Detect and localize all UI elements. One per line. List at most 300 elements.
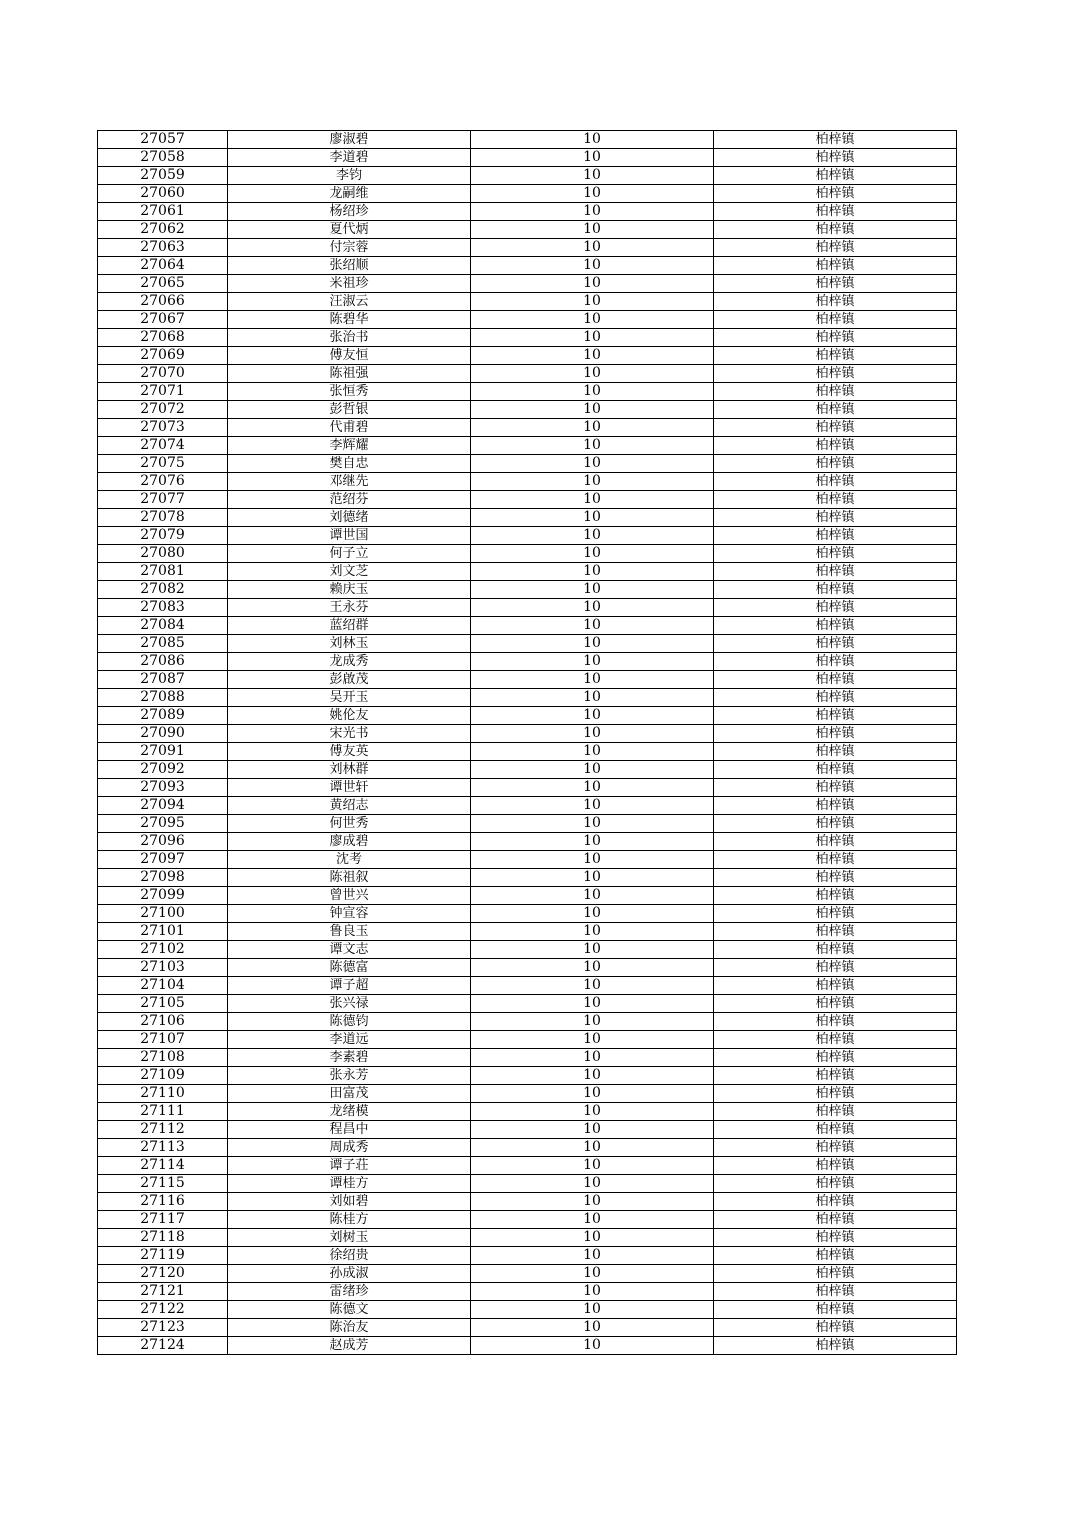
table-row [98, 1031, 957, 1049]
amount-cell: 10 [471, 275, 714, 293]
amount-cell: 10 [471, 383, 714, 401]
name-cell: 代甫碧 [228, 419, 471, 437]
town-cell: 柏梓镇 [714, 959, 957, 977]
amount-cell: 10 [471, 509, 714, 527]
amount-cell: 10 [471, 725, 714, 743]
town-cell: 柏梓镇 [714, 149, 957, 167]
town-cell: 柏梓镇 [714, 491, 957, 509]
row-number-cell: 27114 [98, 1157, 228, 1175]
amount-cell: 10 [471, 203, 714, 221]
name-cell: 谭子荘 [228, 1157, 471, 1175]
row-number-cell: 27112 [98, 1121, 228, 1139]
name-cell: 刘德绪 [228, 509, 471, 527]
amount-cell: 10 [471, 473, 714, 491]
row-number-cell: 27079 [98, 527, 228, 545]
town-cell: 柏梓镇 [714, 185, 957, 203]
row-number-cell: 27057 [98, 131, 228, 149]
amount-cell: 10 [471, 419, 714, 437]
table-row [98, 293, 957, 311]
name-cell: 雷绪珍 [228, 1283, 471, 1301]
row-number-cell: 27087 [98, 671, 228, 689]
town-cell: 柏梓镇 [714, 743, 957, 761]
table-row [98, 545, 957, 563]
row-number-cell: 27108 [98, 1049, 228, 1067]
table-row [98, 1013, 957, 1031]
name-cell: 刘林玉 [228, 635, 471, 653]
town-cell: 柏梓镇 [714, 815, 957, 833]
name-cell: 黄绍志 [228, 797, 471, 815]
table-row [98, 311, 957, 329]
town-cell: 柏梓镇 [714, 131, 957, 149]
amount-cell: 10 [471, 167, 714, 185]
table-row [98, 203, 957, 221]
amount-cell: 10 [471, 365, 714, 383]
table-row [98, 779, 957, 797]
amount-cell: 10 [471, 1049, 714, 1067]
amount-cell: 10 [471, 1175, 714, 1193]
row-number-cell: 27095 [98, 815, 228, 833]
town-cell: 柏梓镇 [714, 905, 957, 923]
amount-cell: 10 [471, 1337, 714, 1355]
row-number-cell: 27098 [98, 869, 228, 887]
table-row [98, 635, 957, 653]
table-row [98, 275, 957, 293]
table-row [98, 995, 957, 1013]
amount-cell: 10 [471, 293, 714, 311]
name-cell: 张永芳 [228, 1067, 471, 1085]
table-row [98, 851, 957, 869]
table-row [98, 221, 957, 239]
row-number-cell: 27075 [98, 455, 228, 473]
row-number-cell: 27101 [98, 923, 228, 941]
amount-cell: 10 [471, 1013, 714, 1031]
table-row [98, 491, 957, 509]
amount-cell: 10 [471, 329, 714, 347]
table-row [98, 941, 957, 959]
row-number-cell: 27121 [98, 1283, 228, 1301]
row-number-cell: 27102 [98, 941, 228, 959]
name-cell: 范绍芬 [228, 491, 471, 509]
amount-cell: 10 [471, 869, 714, 887]
town-cell: 柏梓镇 [714, 1265, 957, 1283]
row-number-cell: 27124 [98, 1337, 228, 1355]
table-row [98, 563, 957, 581]
table-row [98, 905, 957, 923]
table-row [98, 1283, 957, 1301]
town-cell: 柏梓镇 [714, 275, 957, 293]
amount-cell: 10 [471, 959, 714, 977]
row-number-cell: 27097 [98, 851, 228, 869]
table-row [98, 1085, 957, 1103]
town-cell: 柏梓镇 [714, 923, 957, 941]
row-number-cell: 27106 [98, 1013, 228, 1031]
name-cell: 徐绍贵 [228, 1247, 471, 1265]
amount-cell: 10 [471, 239, 714, 257]
amount-cell: 10 [471, 491, 714, 509]
name-cell: 鲁良玉 [228, 923, 471, 941]
name-cell: 宋光书 [228, 725, 471, 743]
table-row [98, 887, 957, 905]
row-number-cell: 27085 [98, 635, 228, 653]
table-row [98, 509, 957, 527]
amount-cell: 10 [471, 1211, 714, 1229]
amount-cell: 10 [471, 527, 714, 545]
town-cell: 柏梓镇 [714, 1301, 957, 1319]
town-cell: 柏梓镇 [714, 1031, 957, 1049]
amount-cell: 10 [471, 995, 714, 1013]
name-cell: 龙成秀 [228, 653, 471, 671]
row-number-cell: 27086 [98, 653, 228, 671]
table-row [98, 1139, 957, 1157]
town-cell: 柏梓镇 [714, 1175, 957, 1193]
table-row [98, 923, 957, 941]
table-row [98, 1193, 957, 1211]
amount-cell: 10 [471, 131, 714, 149]
amount-cell: 10 [471, 437, 714, 455]
town-cell: 柏梓镇 [714, 455, 957, 473]
table-row [98, 329, 957, 347]
table-row [98, 743, 957, 761]
table-row [98, 239, 957, 257]
row-number-cell: 27091 [98, 743, 228, 761]
amount-cell: 10 [471, 1283, 714, 1301]
row-number-cell: 27120 [98, 1265, 228, 1283]
town-cell: 柏梓镇 [714, 1085, 957, 1103]
row-number-cell: 27089 [98, 707, 228, 725]
table-body [98, 131, 957, 1355]
name-cell: 樊自忠 [228, 455, 471, 473]
row-number-cell: 27122 [98, 1301, 228, 1319]
amount-cell: 10 [471, 1031, 714, 1049]
row-number-cell: 27111 [98, 1103, 228, 1121]
name-cell: 陈治友 [228, 1319, 471, 1337]
town-cell: 柏梓镇 [714, 869, 957, 887]
town-cell: 柏梓镇 [714, 617, 957, 635]
amount-cell: 10 [471, 941, 714, 959]
name-cell: 陈祖强 [228, 365, 471, 383]
amount-cell: 10 [471, 797, 714, 815]
row-number-cell: 27069 [98, 347, 228, 365]
row-number-cell: 27065 [98, 275, 228, 293]
table-row [98, 1049, 957, 1067]
town-cell: 柏梓镇 [714, 1049, 957, 1067]
row-number-cell: 27084 [98, 617, 228, 635]
town-cell: 柏梓镇 [714, 671, 957, 689]
town-cell: 柏梓镇 [714, 401, 957, 419]
amount-cell: 10 [471, 1121, 714, 1139]
row-number-cell: 27059 [98, 167, 228, 185]
name-cell: 李钧 [228, 167, 471, 185]
table-row [98, 1067, 957, 1085]
name-cell: 谭世轩 [228, 779, 471, 797]
amount-cell: 10 [471, 1103, 714, 1121]
name-cell: 龙嗣维 [228, 185, 471, 203]
row-number-cell: 27071 [98, 383, 228, 401]
table-row [98, 185, 957, 203]
name-cell: 廖成碧 [228, 833, 471, 851]
town-cell: 柏梓镇 [714, 1229, 957, 1247]
name-cell: 廖淑碧 [228, 131, 471, 149]
row-number-cell: 27081 [98, 563, 228, 581]
amount-cell: 10 [471, 599, 714, 617]
name-cell: 姚伦友 [228, 707, 471, 725]
town-cell: 柏梓镇 [714, 311, 957, 329]
town-cell: 柏梓镇 [714, 761, 957, 779]
town-cell: 柏梓镇 [714, 1283, 957, 1301]
row-number-cell: 27072 [98, 401, 228, 419]
table-row [98, 455, 957, 473]
name-cell: 张兴禄 [228, 995, 471, 1013]
amount-cell: 10 [471, 1157, 714, 1175]
amount-cell: 10 [471, 653, 714, 671]
row-number-cell: 27092 [98, 761, 228, 779]
table-row [98, 815, 957, 833]
amount-cell: 10 [471, 545, 714, 563]
table-row [98, 707, 957, 725]
town-cell: 柏梓镇 [714, 797, 957, 815]
table-row [98, 761, 957, 779]
town-cell: 柏梓镇 [714, 473, 957, 491]
row-number-cell: 27100 [98, 905, 228, 923]
town-cell: 柏梓镇 [714, 545, 957, 563]
table-row [98, 869, 957, 887]
name-cell: 杨绍珍 [228, 203, 471, 221]
amount-cell: 10 [471, 887, 714, 905]
town-cell: 柏梓镇 [714, 1157, 957, 1175]
row-number-cell: 27058 [98, 149, 228, 167]
amount-cell: 10 [471, 1139, 714, 1157]
row-number-cell: 27115 [98, 1175, 228, 1193]
name-cell: 米祖珍 [228, 275, 471, 293]
town-cell: 柏梓镇 [714, 1247, 957, 1265]
amount-cell: 10 [471, 1301, 714, 1319]
amount-cell: 10 [471, 563, 714, 581]
table-row [98, 689, 957, 707]
amount-cell: 10 [471, 707, 714, 725]
amount-cell: 10 [471, 185, 714, 203]
row-number-cell: 27074 [98, 437, 228, 455]
town-cell: 柏梓镇 [714, 347, 957, 365]
town-cell: 柏梓镇 [714, 833, 957, 851]
table-row [98, 527, 957, 545]
table-row [98, 653, 957, 671]
name-cell: 陈德钧 [228, 1013, 471, 1031]
name-cell: 何子立 [228, 545, 471, 563]
table-row [98, 131, 957, 149]
amount-cell: 10 [471, 851, 714, 869]
row-number-cell: 27119 [98, 1247, 228, 1265]
name-cell: 陈德富 [228, 959, 471, 977]
town-cell: 柏梓镇 [714, 293, 957, 311]
name-cell: 谭文志 [228, 941, 471, 959]
town-cell: 柏梓镇 [714, 1067, 957, 1085]
row-number-cell: 27077 [98, 491, 228, 509]
amount-cell: 10 [471, 1265, 714, 1283]
row-number-cell: 27080 [98, 545, 228, 563]
row-number-cell: 27116 [98, 1193, 228, 1211]
town-cell: 柏梓镇 [714, 419, 957, 437]
row-number-cell: 27110 [98, 1085, 228, 1103]
name-cell: 钟宣容 [228, 905, 471, 923]
table-row [98, 365, 957, 383]
town-cell: 柏梓镇 [714, 167, 957, 185]
name-cell: 曾世兴 [228, 887, 471, 905]
row-number-cell: 27105 [98, 995, 228, 1013]
amount-cell: 10 [471, 977, 714, 995]
name-cell: 何世秀 [228, 815, 471, 833]
table-row [98, 1319, 957, 1337]
town-cell: 柏梓镇 [714, 1139, 957, 1157]
row-number-cell: 27118 [98, 1229, 228, 1247]
table-row [98, 1211, 957, 1229]
table-row [98, 167, 957, 185]
row-number-cell: 27066 [98, 293, 228, 311]
table-row [98, 1337, 957, 1355]
name-cell: 邓继先 [228, 473, 471, 491]
name-cell: 刘树玉 [228, 1229, 471, 1247]
town-cell: 柏梓镇 [714, 635, 957, 653]
row-number-cell: 27113 [98, 1139, 228, 1157]
town-cell: 柏梓镇 [714, 509, 957, 527]
table-row [98, 437, 957, 455]
table-row [98, 671, 957, 689]
table-row [98, 149, 957, 167]
name-cell: 程昌中 [228, 1121, 471, 1139]
amount-cell: 10 [471, 1319, 714, 1337]
row-number-cell: 27070 [98, 365, 228, 383]
amount-cell: 10 [471, 347, 714, 365]
name-cell: 李道远 [228, 1031, 471, 1049]
row-number-cell: 27088 [98, 689, 228, 707]
amount-cell: 10 [471, 311, 714, 329]
name-cell: 周成秀 [228, 1139, 471, 1157]
town-cell: 柏梓镇 [714, 257, 957, 275]
name-cell: 陈桂方 [228, 1211, 471, 1229]
name-cell: 刘林群 [228, 761, 471, 779]
name-cell: 李素碧 [228, 1049, 471, 1067]
amount-cell: 10 [471, 689, 714, 707]
town-cell: 柏梓镇 [714, 887, 957, 905]
table-row [98, 599, 957, 617]
town-cell: 柏梓镇 [714, 941, 957, 959]
town-cell: 柏梓镇 [714, 239, 957, 257]
table-row [98, 419, 957, 437]
name-cell: 陈德文 [228, 1301, 471, 1319]
name-cell: 张绍顺 [228, 257, 471, 275]
amount-cell: 10 [471, 815, 714, 833]
row-number-cell: 27082 [98, 581, 228, 599]
name-cell: 刘文芝 [228, 563, 471, 581]
name-cell: 赖庆玉 [228, 581, 471, 599]
amount-cell: 10 [471, 833, 714, 851]
name-cell: 陈祖叙 [228, 869, 471, 887]
amount-cell: 10 [471, 149, 714, 167]
name-cell: 谭世国 [228, 527, 471, 545]
row-number-cell: 27078 [98, 509, 228, 527]
amount-cell: 10 [471, 671, 714, 689]
name-cell: 刘如碧 [228, 1193, 471, 1211]
table-row [98, 347, 957, 365]
town-cell: 柏梓镇 [714, 563, 957, 581]
amount-cell: 10 [471, 923, 714, 941]
amount-cell: 10 [471, 779, 714, 797]
town-cell: 柏梓镇 [714, 365, 957, 383]
table-row [98, 383, 957, 401]
name-cell: 彭啟茂 [228, 671, 471, 689]
row-number-cell: 27076 [98, 473, 228, 491]
town-cell: 柏梓镇 [714, 599, 957, 617]
town-cell: 柏梓镇 [714, 779, 957, 797]
town-cell: 柏梓镇 [714, 995, 957, 1013]
row-number-cell: 27067 [98, 311, 228, 329]
amount-cell: 10 [471, 635, 714, 653]
amount-cell: 10 [471, 401, 714, 419]
row-number-cell: 27090 [98, 725, 228, 743]
town-cell: 柏梓镇 [714, 689, 957, 707]
table-row [98, 1301, 957, 1319]
name-cell: 吴开玉 [228, 689, 471, 707]
town-cell: 柏梓镇 [714, 1193, 957, 1211]
name-cell: 孙成淑 [228, 1265, 471, 1283]
table-row [98, 1175, 957, 1193]
row-number-cell: 27063 [98, 239, 228, 257]
amount-cell: 10 [471, 1193, 714, 1211]
row-number-cell: 27083 [98, 599, 228, 617]
table-row [98, 1229, 957, 1247]
town-cell: 柏梓镇 [714, 1103, 957, 1121]
row-number-cell: 27099 [98, 887, 228, 905]
town-cell: 柏梓镇 [714, 1319, 957, 1337]
row-number-cell: 27094 [98, 797, 228, 815]
row-number-cell: 27061 [98, 203, 228, 221]
town-cell: 柏梓镇 [714, 725, 957, 743]
town-cell: 柏梓镇 [714, 1013, 957, 1031]
town-cell: 柏梓镇 [714, 581, 957, 599]
table-row [98, 617, 957, 635]
table-row [98, 797, 957, 815]
town-cell: 柏梓镇 [714, 437, 957, 455]
name-cell: 陈碧华 [228, 311, 471, 329]
amount-cell: 10 [471, 1085, 714, 1103]
name-cell: 付宗蓉 [228, 239, 471, 257]
amount-cell: 10 [471, 221, 714, 239]
row-number-cell: 27104 [98, 977, 228, 995]
amount-cell: 10 [471, 1247, 714, 1265]
town-cell: 柏梓镇 [714, 527, 957, 545]
row-number-cell: 27123 [98, 1319, 228, 1337]
table-row [98, 473, 957, 491]
amount-cell: 10 [471, 581, 714, 599]
amount-cell: 10 [471, 905, 714, 923]
amount-cell: 10 [471, 761, 714, 779]
table-row [98, 1121, 957, 1139]
town-cell: 柏梓镇 [714, 1337, 957, 1355]
table-row [98, 833, 957, 851]
row-number-cell: 27117 [98, 1211, 228, 1229]
name-cell: 张恒秀 [228, 383, 471, 401]
name-cell: 傅友恒 [228, 347, 471, 365]
name-cell: 谭桂方 [228, 1175, 471, 1193]
name-cell: 李道碧 [228, 149, 471, 167]
row-number-cell: 27093 [98, 779, 228, 797]
name-cell: 汪淑云 [228, 293, 471, 311]
table-row [98, 257, 957, 275]
name-cell: 蓝绍群 [228, 617, 471, 635]
row-number-cell: 27096 [98, 833, 228, 851]
name-cell: 赵成芳 [228, 1337, 471, 1355]
row-number-cell: 27109 [98, 1067, 228, 1085]
amount-cell: 10 [471, 617, 714, 635]
